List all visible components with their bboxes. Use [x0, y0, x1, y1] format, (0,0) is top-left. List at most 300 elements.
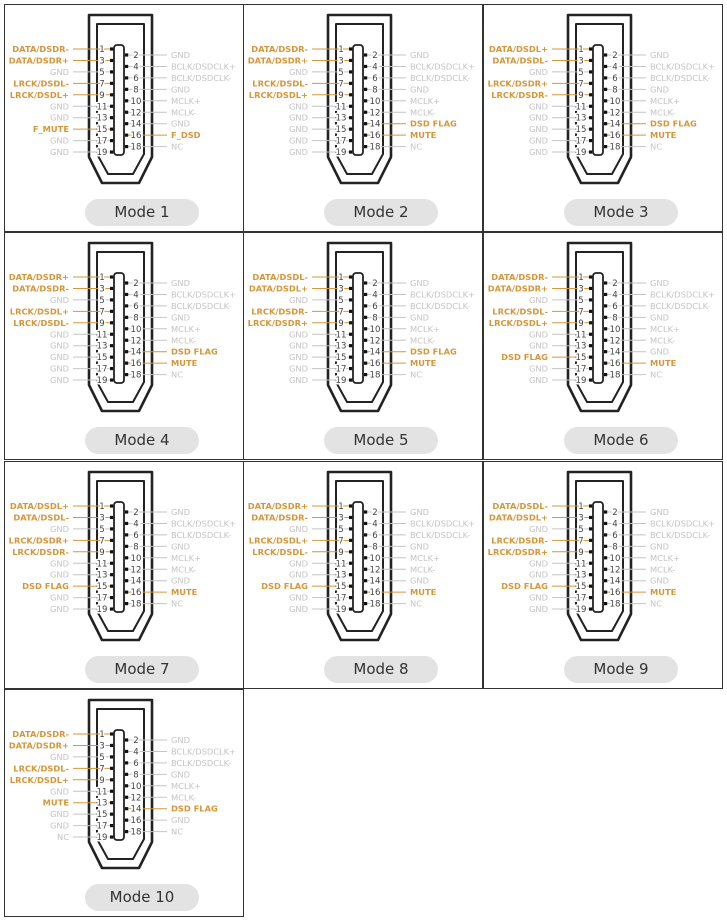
mode-label: Mode 6	[564, 427, 678, 454]
connector-tongue	[593, 273, 603, 383]
pin-contact	[110, 813, 113, 816]
pin-number: 2	[612, 508, 618, 518]
pin-signal-label: LRCK/DSDR+	[247, 317, 308, 328]
pin-contact	[589, 287, 592, 290]
pin-signal-label: MUTE	[410, 358, 437, 369]
pin-contact	[364, 281, 367, 284]
pin-number: 15	[96, 353, 108, 364]
pin-signal-label: LRCK/DSDL+	[248, 535, 308, 546]
pin-contact	[589, 105, 592, 108]
pin-number: 4	[133, 290, 139, 301]
pin-number: 15	[575, 125, 587, 136]
pin-contact	[589, 150, 592, 153]
pin-signal-label: BCLK/DSDCLK+	[171, 746, 237, 757]
pin-signal-label: MCLK-	[171, 564, 197, 575]
pin-number: 4	[372, 519, 378, 530]
pin-contact	[364, 293, 367, 296]
pin-contact	[110, 562, 113, 565]
pin-signal-label: GND	[288, 604, 308, 615]
pin-number: 13	[96, 113, 108, 124]
mode-label: Mode 1	[85, 199, 199, 226]
pin-signal-label: GND	[49, 66, 69, 77]
pin-number: 7	[338, 307, 344, 318]
pin-contact	[349, 47, 352, 50]
pin-signal-label: GND	[650, 575, 670, 586]
pin-contact	[604, 304, 607, 307]
pin-signal-label: GND	[49, 751, 69, 762]
pin-signal-label: LRCK/DSDL+	[248, 89, 308, 100]
pin-signal-label: DATA/DSDR+	[247, 55, 308, 66]
pin-signal-label: GND	[650, 507, 670, 517]
pin-contact	[349, 128, 352, 131]
pin-number: 8	[133, 542, 139, 553]
pin-contact	[364, 533, 367, 536]
pin-number: 9	[578, 547, 584, 558]
pin-signal-label: DATA/DSDL+	[248, 283, 308, 294]
pin-contact	[364, 579, 367, 582]
pin-contact	[589, 333, 592, 336]
pin-signal-label: NC	[171, 369, 183, 380]
pin-contact	[349, 105, 352, 108]
pin-contact	[604, 545, 607, 548]
pin-contact	[364, 134, 367, 137]
pin-number: 8	[612, 85, 618, 96]
pin-number: 14	[609, 119, 621, 130]
mode-panel	[4, 689, 244, 917]
mode-label: Mode 5	[324, 427, 438, 454]
pin-number: 16	[130, 131, 142, 142]
pin-signal-label: MCLK+	[650, 323, 680, 334]
pin-number: 6	[372, 530, 378, 541]
pin-contact	[125, 784, 128, 787]
pin-contact	[110, 344, 113, 347]
pin-signal-label: LRCK/DSDL-	[13, 317, 69, 328]
pin-number: 13	[96, 341, 108, 352]
pin-contact	[604, 568, 607, 571]
pin-signal-label: MUTE	[650, 587, 677, 598]
pin-signal-label: LRCK/DSDR+	[487, 78, 548, 89]
pin-number: 7	[578, 536, 584, 547]
pin-contact	[604, 602, 607, 605]
pin-number: 4	[133, 62, 139, 73]
mode-label: Mode 3	[564, 199, 678, 226]
pin-contact	[589, 82, 592, 85]
connector-tongue	[353, 45, 363, 155]
pin-number: 7	[578, 307, 584, 318]
pin-number: 11	[575, 330, 587, 341]
pin-signal-label: GND	[171, 735, 191, 745]
pin-contact	[349, 378, 352, 381]
pin-contact	[604, 99, 607, 102]
pin-number: 5	[578, 67, 584, 78]
pin-number: 16	[130, 816, 142, 827]
pin-contact	[349, 527, 352, 530]
pin-contact	[349, 139, 352, 142]
pin-number: 18	[130, 827, 142, 838]
pin-signal-label: DATA/DSDR+	[487, 283, 548, 294]
pin-contact	[110, 287, 113, 290]
pin-signal-label: DSD FLAG	[261, 581, 308, 592]
pin-signal-label: GND	[410, 507, 430, 517]
pin-number: 8	[133, 85, 139, 96]
pin-contact	[125, 556, 128, 559]
pin-signal-label: GND	[49, 294, 69, 305]
pin-signal-label: GND	[288, 375, 308, 386]
pin-contact	[125, 53, 128, 56]
pin-signal-label: BCLK/DSDCLK+	[410, 61, 476, 72]
mode-panel	[483, 461, 723, 689]
pin-number: 3	[99, 284, 105, 295]
pin-signal-label: GND	[288, 124, 308, 135]
pin-signal-label: BCLK/DSDCLK-	[650, 300, 711, 311]
pin-contact	[589, 504, 592, 507]
pin-number: 9	[99, 90, 105, 101]
pin-number: 15	[335, 125, 347, 136]
pin-signal-label: GND	[288, 569, 308, 580]
pin-contact	[110, 150, 113, 153]
pin-number: 8	[133, 770, 139, 781]
pin-signal-label: GND	[410, 312, 430, 323]
pin-contact	[125, 122, 128, 125]
pin-signal-label: GND	[171, 50, 191, 60]
pin-contact	[349, 356, 352, 359]
pin-number: 8	[372, 542, 378, 553]
pin-number: 9	[99, 775, 105, 786]
pin-contact	[364, 53, 367, 56]
pin-contact	[589, 562, 592, 565]
pin-number: 7	[99, 764, 105, 775]
pin-contact	[589, 310, 592, 313]
pin-signal-label: GND	[49, 363, 69, 374]
pin-contact	[125, 111, 128, 114]
pin-contact	[110, 367, 113, 370]
pin-signal-label: GND	[528, 569, 548, 580]
pin-contact	[110, 298, 113, 301]
pin-contact	[110, 378, 113, 381]
pin-contact	[364, 339, 367, 342]
pin-number: 11	[96, 559, 108, 570]
pin-contact	[604, 510, 607, 513]
pin-contact	[110, 93, 113, 96]
pin-number: 18	[130, 142, 142, 153]
pin-signal-label: GND	[49, 135, 69, 146]
pin-contact	[125, 350, 128, 353]
connector-tongue	[114, 502, 124, 612]
mode-panel	[243, 461, 483, 689]
mode-panel	[4, 232, 244, 460]
pin-contact	[125, 304, 128, 307]
pin-contact	[604, 339, 607, 342]
pin-contact	[110, 333, 113, 336]
pin-contact	[604, 65, 607, 68]
pin-number: 17	[335, 593, 347, 604]
pin-number: 16	[609, 131, 621, 142]
pin-number: 19	[335, 148, 347, 159]
pin-contact	[125, 88, 128, 91]
pin-contact	[589, 70, 592, 73]
pin-number: 4	[133, 747, 139, 758]
pin-contact	[364, 591, 367, 594]
pin-number: 8	[372, 85, 378, 96]
pin-contact	[604, 373, 607, 376]
pin-signal-label: MCLK+	[171, 552, 201, 563]
mode-panel	[483, 4, 723, 232]
pin-contact	[364, 327, 367, 330]
pin-number: 7	[99, 307, 105, 318]
pin-signal-label: LRCK/DSDR-	[251, 306, 308, 317]
pin-number: 1	[99, 502, 105, 512]
pin-signal-label: GND	[528, 375, 548, 386]
pin-signal-label: LRCK/DSDR+	[8, 535, 69, 546]
pin-contact	[349, 596, 352, 599]
pin-signal-label: GND	[171, 278, 191, 288]
pin-signal-label: MCLK-	[650, 107, 676, 118]
pin-contact	[110, 504, 113, 507]
pin-number: 7	[99, 536, 105, 547]
pin-number: 12	[130, 336, 142, 347]
pin-contact	[349, 287, 352, 290]
pin-contact	[604, 591, 607, 594]
pin-contact	[110, 778, 113, 781]
pin-number: 2	[612, 51, 618, 61]
pin-number: 2	[133, 736, 139, 746]
pin-number: 5	[338, 67, 344, 78]
pin-number: 1	[338, 45, 344, 55]
pin-signal-label: GND	[650, 278, 670, 288]
pin-contact	[364, 145, 367, 148]
pin-contact	[110, 116, 113, 119]
pin-signal-label: GND	[171, 815, 191, 826]
pin-contact	[349, 504, 352, 507]
pin-contact	[604, 145, 607, 148]
pin-signal-label: BCLK/DSDCLK-	[171, 72, 232, 83]
pin-contact	[125, 99, 128, 102]
pin-contact	[125, 134, 128, 137]
pin-number: 6	[612, 73, 618, 84]
pin-signal-label: GND	[528, 66, 548, 77]
pin-signal-label: GND	[528, 112, 548, 123]
pin-number: 1	[578, 502, 584, 512]
pin-number: 18	[130, 370, 142, 381]
pin-contact	[589, 607, 592, 610]
pin-signal-label: DATA/DSDR-	[12, 44, 69, 54]
pin-number: 17	[96, 136, 108, 147]
pin-contact	[125, 65, 128, 68]
pin-contact	[110, 573, 113, 576]
pin-signal-label: MUTE	[42, 797, 69, 808]
pin-signal-label: BCLK/DSDCLK+	[410, 289, 476, 300]
pin-signal-label: GND	[49, 592, 69, 603]
pin-signal-label: NC	[171, 141, 183, 152]
pin-number: 1	[338, 502, 344, 512]
pin-signal-label: MCLK+	[410, 323, 440, 334]
pin-number: 19	[96, 833, 108, 844]
connector-tongue	[114, 45, 124, 155]
pin-number: 6	[372, 301, 378, 312]
pin-contact	[125, 807, 128, 810]
pin-contact	[110, 801, 113, 804]
pin-number: 10	[130, 96, 142, 107]
pin-signal-label: DSD FLAG	[171, 803, 218, 814]
pin-signal-label: NC	[650, 141, 662, 152]
pin-contact	[110, 744, 113, 747]
mode-panel	[483, 232, 723, 460]
pin-signal-label: GND	[171, 118, 191, 129]
pin-signal-label: GND	[410, 50, 430, 60]
pin-signal-label: LRCK/DSDR+	[487, 546, 548, 557]
pin-number: 16	[609, 359, 621, 370]
pin-signal-label: GND	[49, 147, 69, 158]
pin-signal-label: DATA/DSDR-	[12, 283, 69, 294]
pin-contact	[349, 150, 352, 153]
pin-signal-label: DSD FLAG	[22, 581, 69, 592]
pin-number: 13	[96, 570, 108, 581]
pin-contact	[349, 367, 352, 370]
pin-number: 14	[609, 347, 621, 358]
pin-signal-label: MUTE	[650, 358, 677, 369]
pin-signal-label: BCLK/DSDCLK+	[410, 518, 476, 529]
pin-contact	[364, 122, 367, 125]
pin-contact	[589, 378, 592, 381]
pin-number: 11	[335, 330, 347, 341]
pin-contact	[589, 93, 592, 96]
pin-contact	[125, 568, 128, 571]
pin-contact	[349, 116, 352, 119]
pin-contact	[604, 556, 607, 559]
pin-contact	[125, 738, 128, 741]
pin-number: 19	[575, 376, 587, 387]
pin-contact	[349, 333, 352, 336]
pin-signal-label: MCLK-	[650, 564, 676, 575]
pin-contact	[604, 111, 607, 114]
mode-panel	[4, 461, 244, 689]
pin-signal-label: LRCK/DSDL-	[252, 78, 308, 89]
pin-contact	[125, 281, 128, 284]
pin-signal-label: GND	[49, 820, 69, 831]
pin-number: 18	[609, 142, 621, 153]
pin-signal-label: GND	[288, 112, 308, 123]
pin-contact	[364, 99, 367, 102]
pin-signal-label: GND	[49, 558, 69, 569]
pin-number: 16	[130, 359, 142, 370]
pin-contact	[125, 761, 128, 764]
pin-contact	[110, 824, 113, 827]
pin-number: 4	[612, 62, 618, 73]
pin-number: 9	[338, 547, 344, 558]
pin-signal-label: BCLK/DSDCLK+	[650, 289, 716, 300]
pin-contact	[125, 602, 128, 605]
pin-signal-label: DATA/DSDL-	[13, 512, 69, 523]
pin-signal-label: GND	[49, 569, 69, 580]
pin-contact	[110, 139, 113, 142]
pin-signal-label: MCLK-	[171, 107, 197, 118]
pin-signal-label: MCLK-	[650, 335, 676, 346]
pin-contact	[589, 356, 592, 359]
pin-number: 3	[338, 513, 344, 524]
pin-number: 12	[369, 108, 381, 119]
pin-number: 9	[338, 318, 344, 329]
pin-contact	[364, 545, 367, 548]
pin-signal-label: GND	[650, 346, 670, 357]
pin-contact	[604, 350, 607, 353]
pin-number: 17	[575, 593, 587, 604]
pin-signal-label: GND	[288, 66, 308, 77]
pin-contact	[349, 344, 352, 347]
pin-signal-label: GND	[49, 101, 69, 112]
pin-signal-label: DSD FLAG	[410, 346, 457, 357]
pin-number: 12	[130, 793, 142, 804]
pin-number: 14	[130, 119, 142, 130]
pin-contact	[589, 596, 592, 599]
pin-contact	[349, 550, 352, 553]
mode-panel	[4, 4, 244, 232]
pin-signal-label: GND	[288, 135, 308, 146]
pin-signal-label: DATA/DSDR-	[251, 44, 308, 54]
pin-contact	[604, 362, 607, 365]
pin-signal-label: MCLK-	[171, 792, 197, 803]
pin-number: 15	[96, 810, 108, 821]
pin-signal-label: BCLK/DSDCLK+	[650, 518, 716, 529]
pin-signal-label: GND	[288, 101, 308, 112]
pin-number: 18	[369, 370, 381, 381]
pin-contact	[364, 76, 367, 79]
pin-number: 14	[369, 347, 381, 358]
pin-signal-label: LRCK/DSDR-	[491, 535, 548, 546]
pin-signal-label: F_MUTE	[32, 124, 69, 135]
connector-tongue	[593, 502, 603, 612]
pin-contact	[589, 527, 592, 530]
pin-signal-label: NC	[650, 369, 662, 380]
pin-number: 14	[130, 347, 142, 358]
pin-contact	[604, 293, 607, 296]
pin-contact	[110, 310, 113, 313]
pin-contact	[125, 750, 128, 753]
pin-contact	[589, 139, 592, 142]
pin-number: 2	[372, 279, 378, 289]
pin-signal-label: GND	[528, 558, 548, 569]
pin-contact	[604, 327, 607, 330]
pin-number: 17	[575, 136, 587, 147]
pin-signal-label: GND	[528, 124, 548, 135]
pin-number: 16	[369, 588, 381, 599]
mode-label: Mode 10	[85, 884, 199, 911]
pin-signal-label: DSD FLAG	[410, 118, 457, 129]
pin-contact	[125, 522, 128, 525]
connector-tongue	[114, 273, 124, 383]
pin-signal-label: MCLK-	[410, 564, 436, 575]
pin-contact	[589, 275, 592, 278]
pin-signal-label: MCLK-	[171, 335, 197, 346]
pin-number: 2	[372, 51, 378, 61]
pin-contact	[589, 585, 592, 588]
pin-number: 2	[133, 279, 139, 289]
pin-number: 18	[369, 142, 381, 153]
pin-number: 13	[335, 113, 347, 124]
pin-number: 15	[335, 582, 347, 593]
pin-contact	[110, 550, 113, 553]
pin-contact	[604, 522, 607, 525]
pin-number: 17	[96, 364, 108, 375]
pin-number: 3	[578, 513, 584, 524]
pin-number: 3	[99, 56, 105, 67]
pin-number: 6	[612, 530, 618, 541]
pin-contact	[110, 59, 113, 62]
pin-signal-label: MCLK+	[410, 552, 440, 563]
pin-signal-label: LRCK/DSDR-	[491, 89, 548, 100]
pin-number: 17	[96, 593, 108, 604]
pin-contact	[125, 830, 128, 833]
pin-signal-label: MUTE	[171, 587, 198, 598]
